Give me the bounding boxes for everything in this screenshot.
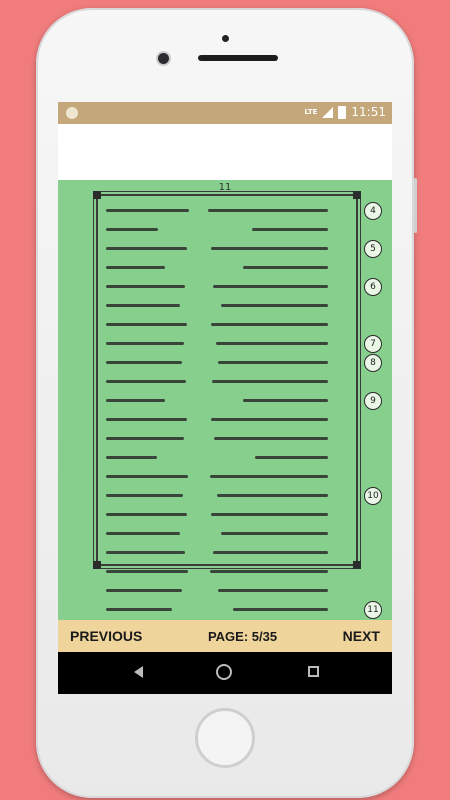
android-nav-bar (58, 652, 392, 694)
ink-stroke (213, 551, 328, 554)
ink-stroke (213, 285, 328, 288)
recents-icon[interactable] (308, 666, 319, 677)
sensor-dot (222, 35, 229, 42)
ink-stroke (106, 342, 184, 345)
text-line (106, 261, 328, 275)
content-area (58, 124, 392, 620)
ink-stroke (211, 247, 328, 250)
text-line (106, 318, 328, 332)
ink-stroke (217, 494, 328, 497)
text-frame (96, 194, 379, 615)
ink-stroke (106, 399, 165, 402)
ink-stroke (221, 304, 328, 307)
text-line (106, 280, 328, 294)
ink-stroke (214, 437, 328, 440)
ink-stroke (106, 304, 180, 307)
ink-stroke (106, 323, 187, 326)
text-line (106, 451, 328, 465)
text-line (106, 413, 328, 427)
text-line (106, 470, 328, 484)
status-bar (58, 102, 392, 124)
ink-stroke (106, 589, 182, 592)
ink-stroke (106, 418, 187, 421)
item-number-marker: 5 (364, 240, 382, 258)
item-number-marker: 4 (364, 202, 382, 220)
text-line (106, 204, 328, 218)
ink-stroke (106, 513, 187, 516)
ink-stroke (211, 418, 328, 421)
frame-corner (353, 191, 361, 199)
text-line (106, 223, 328, 237)
text-line (106, 337, 328, 351)
ink-stroke (208, 209, 328, 212)
ink-stroke (106, 570, 188, 573)
ink-stroke (255, 456, 328, 459)
ink-stroke (106, 247, 187, 250)
frame-corner (93, 561, 101, 569)
text-line (106, 242, 328, 256)
urdu-text-lines (106, 204, 328, 620)
text-line (106, 546, 328, 560)
ink-stroke (212, 380, 328, 383)
ink-stroke (218, 589, 328, 592)
page-number: 11 (218, 182, 232, 193)
frame-corner (93, 191, 101, 199)
item-number-marker: 10 (364, 487, 382, 505)
ink-stroke (106, 361, 182, 364)
ink-stroke (252, 228, 328, 231)
item-number-marker: 7 (364, 335, 382, 353)
ink-stroke (106, 456, 157, 459)
text-line (106, 375, 328, 389)
clock: 11:51 (351, 105, 386, 119)
ink-stroke (216, 342, 328, 345)
ink-stroke (106, 475, 188, 478)
item-number-marker: 11 (364, 601, 382, 619)
earpiece-speaker (198, 55, 278, 61)
ink-stroke (221, 532, 328, 535)
text-line (106, 527, 328, 541)
ink-stroke (210, 570, 328, 573)
text-line (106, 565, 328, 579)
scanned-page (58, 180, 392, 620)
ink-stroke (210, 475, 328, 478)
side-button (414, 178, 417, 233)
ink-stroke (106, 285, 185, 288)
text-line (106, 356, 328, 370)
ink-stroke (211, 323, 328, 326)
home-icon[interactable] (216, 664, 232, 680)
ink-stroke (106, 437, 184, 440)
signal-icon (322, 107, 333, 118)
ink-stroke (243, 399, 328, 402)
text-line (106, 299, 328, 313)
ink-stroke (106, 608, 172, 611)
item-number-marker: 6 (364, 278, 382, 296)
ink-stroke (106, 551, 185, 554)
ink-stroke (106, 228, 158, 231)
ink-stroke (106, 494, 183, 497)
phone-screen (58, 102, 392, 694)
frame-corner (353, 561, 361, 569)
ink-stroke (233, 608, 328, 611)
next-button[interactable]: NEXT (342, 628, 380, 644)
ink-stroke (106, 532, 180, 535)
notification-app-icon (66, 107, 78, 119)
previous-button[interactable]: PREVIOUS (70, 628, 143, 644)
text-line (106, 603, 328, 617)
ink-stroke (218, 361, 328, 364)
ink-stroke (106, 380, 186, 383)
text-line (106, 489, 328, 503)
ink-stroke (106, 266, 165, 269)
text-line (106, 508, 328, 522)
back-icon[interactable] (134, 666, 143, 678)
pager-bar (58, 620, 392, 652)
home-button (195, 708, 255, 768)
text-line (106, 432, 328, 446)
page-indicator: PAGE: 5/35 (207, 628, 278, 644)
ink-stroke (211, 513, 328, 516)
battery-icon (338, 106, 346, 119)
item-number-marker: 9 (364, 392, 382, 410)
network-type: LTE (304, 108, 318, 116)
ink-stroke (106, 209, 189, 212)
item-number-marker: 8 (364, 354, 382, 372)
front-camera (158, 53, 169, 64)
ink-stroke (243, 266, 328, 269)
text-line (106, 394, 328, 408)
text-line (106, 584, 328, 598)
